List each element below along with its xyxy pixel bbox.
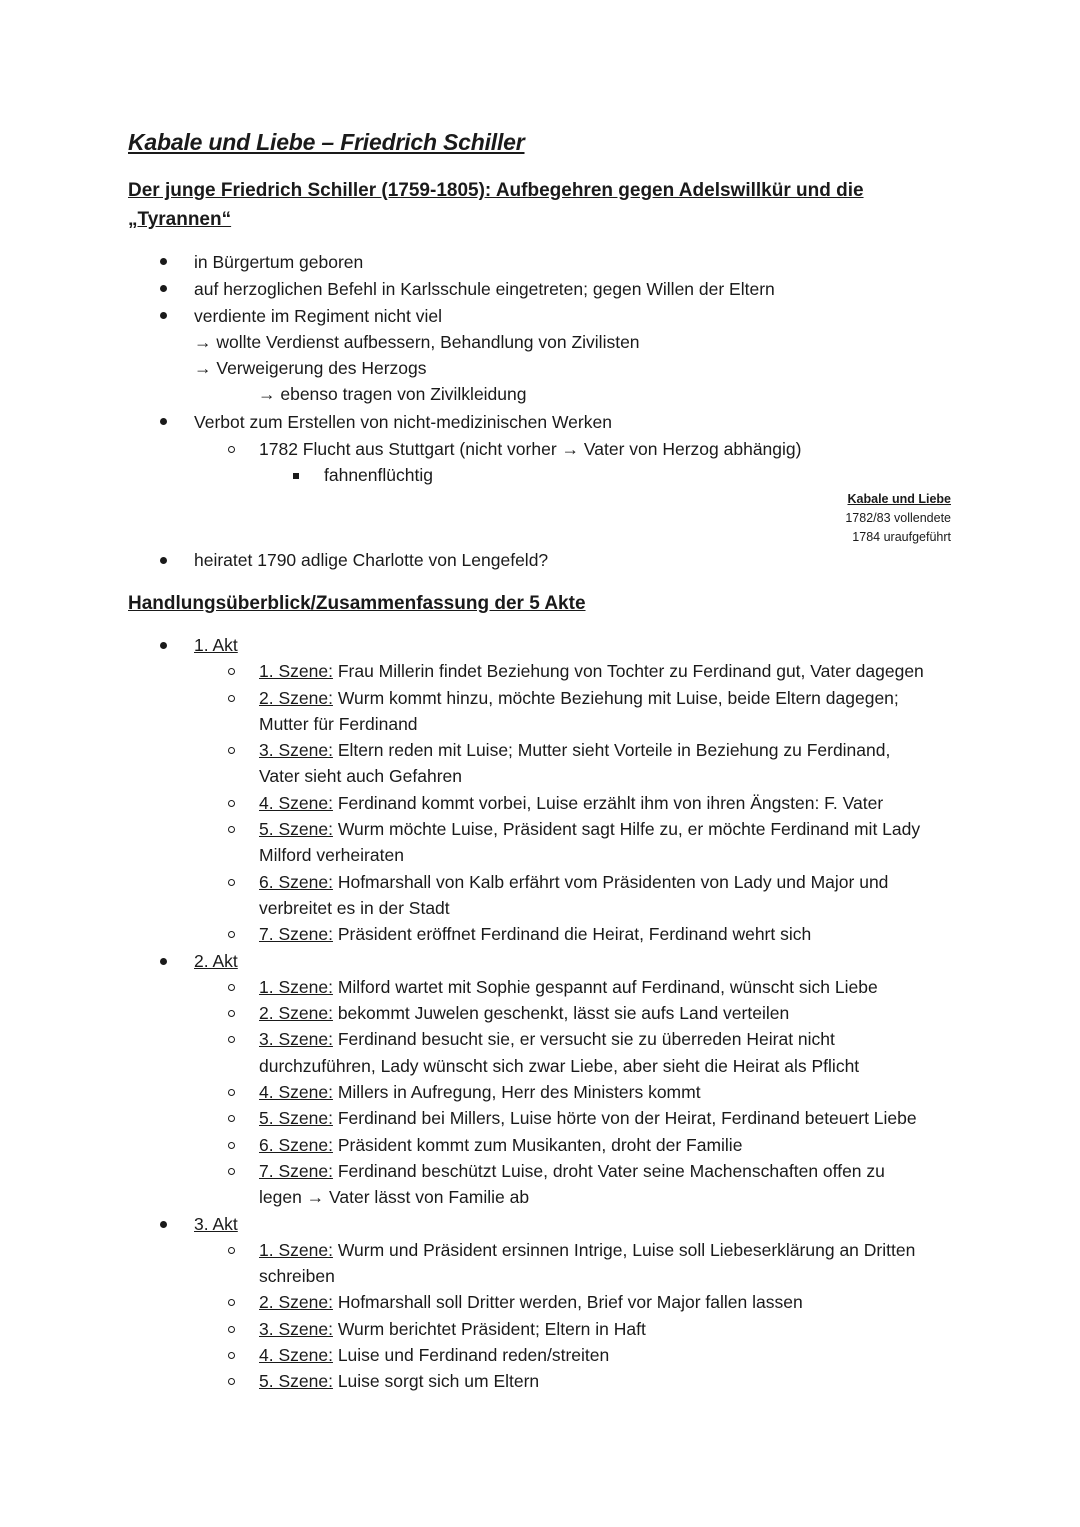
bio-arrow-item: → Verweigerung des Herzogs [194, 358, 427, 378]
scene-text: Milford wartet mit Sophie gespannt auf Ferdinand, wünscht sich Liebe [337, 977, 878, 997]
scene-label: 4. Szene: [259, 1345, 333, 1365]
circle-bullet-icon [228, 1378, 235, 1385]
scene-line [259, 1132, 742, 1158]
scene-line [259, 895, 450, 921]
scene-label: 6. Szene: [259, 872, 333, 892]
scene-line [259, 1368, 539, 1394]
circle-bullet-icon [228, 879, 235, 886]
scene-line [259, 1237, 915, 1263]
scene-label: 6. Szene: [259, 1135, 333, 1155]
bio-item: in Bürgertum geboren [194, 252, 364, 272]
bullet-icon [160, 1221, 167, 1228]
side-note-line: 1784 uraufgeführt [852, 530, 951, 544]
circle-bullet-icon [228, 446, 235, 453]
bio-item: auf herzoglichen Befehl in Karlsschule eingetreten; gegen Willen der Eltern [194, 279, 775, 299]
scene-text: Präsident eröffnet Ferdinand die Heirat, Ferdinand wehrt sich [337, 924, 812, 944]
scene-text: Luise und Ferdinand reden/streiten [337, 1345, 610, 1365]
summary-heading: Handlungsüberblick/Zusammenfassung der 5 Akte [128, 593, 586, 614]
circle-bullet-icon [228, 1299, 235, 1306]
side-note-title: Kabale und Liebe [847, 492, 951, 506]
scene-label: 1. Szene: [259, 1240, 333, 1260]
scene-line [259, 974, 878, 1000]
scene-text: Hofmarshall von Kalb erfährt vom Präsidenten von Lady und Major und [337, 872, 889, 892]
scene-label: 1. Szene: [259, 661, 333, 681]
circle-bullet-icon [228, 695, 235, 702]
scene-label: 5. Szene: [259, 819, 333, 839]
square-bullet-icon [293, 473, 299, 479]
circle-bullet-icon [228, 1247, 235, 1254]
circle-bullet-icon [228, 668, 235, 675]
scene-label: 4. Szene: [259, 1082, 333, 1102]
scene-text: Ferdinand besucht sie, er versucht sie zu überreden Heirat nicht [337, 1029, 835, 1049]
circle-bullet-icon [228, 931, 235, 938]
circle-bullet-icon [228, 1142, 235, 1149]
scene-line [259, 711, 418, 737]
circle-bullet-icon [228, 1089, 235, 1096]
bullet-icon [160, 557, 167, 564]
scene-line [259, 1316, 646, 1342]
scene-text: Wurm möchte Luise, Präsident sagt Hilfe zu, er möchte Ferdinand mit Lady [337, 819, 921, 839]
scene-line [259, 1158, 885, 1184]
scene-text: Millers in Aufregung, Herr des Ministers kommt [337, 1082, 701, 1102]
bio-subsubitem: fahnenflüchtig [324, 465, 433, 485]
scene-text: Hofmarshall soll Dritter werden, Brief vor Major fallen lassen [337, 1292, 803, 1312]
circle-bullet-icon [228, 1010, 235, 1017]
scene-label: 3. Szene: [259, 740, 333, 760]
scene-text: verbreitet es in der Stadt [259, 898, 450, 918]
scene-line [259, 869, 888, 895]
scene-line [259, 921, 811, 947]
bullet-icon [160, 312, 167, 319]
scene-text: Wurm berichtet Präsident; Eltern in Haft [337, 1319, 646, 1339]
scene-line [259, 737, 890, 763]
scene-label: 2. Szene: [259, 1292, 333, 1312]
scene-text: Vater sieht auch Gefahren [259, 766, 462, 786]
bio-arrow-subitem: → ebenso tragen von Zivilkleidung [258, 384, 527, 404]
scene-label: 2. Szene: [259, 688, 333, 708]
scene-line [259, 1053, 859, 1079]
scene-label: 5. Szene: [259, 1108, 333, 1128]
scene-text: durchzuführen, Lady wünscht sich zwar Liebe, aber sieht die Heirat als Pflicht [259, 1056, 860, 1076]
scene-line [259, 1079, 701, 1105]
scene-text: Frau Millerin findet Beziehung von Tochter zu Ferdinand gut, Vater dagegen [337, 661, 924, 681]
bio-item: Verbot zum Erstellen von nicht-medizinischen Werken [194, 412, 612, 432]
scene-line [259, 1105, 917, 1131]
scene-text: Wurm und Präsident ersinnen Intrige, Luise soll Liebeserklärung an Dritten [337, 1240, 916, 1260]
scene-text: Mutter für Ferdinand [259, 714, 418, 734]
scene-label: 7. Szene: [259, 1161, 333, 1181]
scene-text: Wurm kommt hinzu, möchte Beziehung mit Luise, beide Eltern dagegen; [337, 688, 899, 708]
bio-arrow-item: → wollte Verdienst aufbessern, Behandlung von Zivilisten [194, 332, 640, 352]
act-label: 1. Akt [194, 635, 238, 655]
scene-line [259, 1026, 835, 1052]
scene-label: 3. Szene: [259, 1029, 333, 1049]
circle-bullet-icon [228, 800, 235, 807]
scene-line [259, 842, 404, 868]
scene-text: schreiben [259, 1266, 335, 1286]
scene-text: bekommt Juwelen geschenkt, lässt sie aufs Land verteilen [337, 1003, 790, 1023]
side-note [800, 490, 951, 547]
scene-text: Ferdinand bei Millers, Luise hörte von der Heirat, Ferdinand beteuert Liebe [337, 1108, 917, 1128]
bio-subitem: 1782 Flucht aus Stuttgart (nicht vorher → Vater von Herzog abhängig) [259, 439, 802, 459]
circle-bullet-icon [228, 1036, 235, 1043]
bullet-icon [160, 642, 167, 649]
circle-bullet-icon [228, 1352, 235, 1359]
bullet-icon [160, 418, 167, 425]
scene-text: Ferdinand beschützt Luise, droht Vater seine Machenschaften offen zu [337, 1161, 885, 1181]
bullet-icon [160, 958, 167, 965]
circle-bullet-icon [228, 826, 235, 833]
scene-line [259, 1342, 609, 1368]
scene-line [259, 1289, 803, 1315]
scene-label: 3. Szene: [259, 1319, 333, 1339]
scene-text: Milford verheiraten [259, 845, 404, 865]
scene-line [259, 790, 883, 816]
circle-bullet-icon [228, 984, 235, 991]
scene-line [259, 685, 899, 711]
bio-item: verdiente im Regiment nicht viel [194, 306, 443, 326]
scene-line [259, 1263, 335, 1289]
scene-line [259, 1000, 789, 1026]
side-note-line: 1782/83 vollendete [845, 511, 951, 525]
bio-item: heiratet 1790 adlige Charlotte von Lengefeld? [194, 550, 549, 570]
scene-text: Eltern reden mit Luise; Mutter sieht Vorteile in Beziehung zu Ferdinand, [337, 740, 891, 760]
document-title: Kabale und Liebe – Friedrich Schiller [128, 129, 525, 155]
scene-label: 4. Szene: [259, 793, 333, 813]
scene-line [259, 763, 462, 789]
scene-line [259, 1184, 529, 1210]
scene-label: 2. Szene: [259, 1003, 333, 1023]
act-label: 3. Akt [194, 1214, 238, 1234]
bullet-icon [160, 258, 167, 265]
bio-heading-line1: Der junge Friedrich Schiller (1759-1805): Aufbegehren gegen Adelswillkür und die [128, 180, 864, 201]
scene-text: Präsident kommt zum Musikanten, droht der Familie [337, 1135, 743, 1155]
scene-text: Luise sorgt sich um Eltern [337, 1371, 540, 1391]
scene-label: 7. Szene: [259, 924, 333, 944]
scene-text: legen → Vater lässt von Familie ab [259, 1187, 530, 1207]
circle-bullet-icon [228, 1326, 235, 1333]
scene-label: 1. Szene: [259, 977, 333, 997]
scene-line [259, 658, 924, 684]
circle-bullet-icon [228, 747, 235, 754]
scene-line [259, 816, 920, 842]
bio-heading-line2: „Tyrannen“ [128, 209, 232, 230]
scene-text: Ferdinand kommt vorbei, Luise erzählt ihm von ihren Ängsten: F. Vater [337, 793, 884, 813]
circle-bullet-icon [228, 1168, 235, 1175]
act-label: 2. Akt [194, 951, 238, 971]
circle-bullet-icon [228, 1115, 235, 1122]
scene-label: 5. Szene: [259, 1371, 333, 1391]
bullet-icon [160, 285, 167, 292]
